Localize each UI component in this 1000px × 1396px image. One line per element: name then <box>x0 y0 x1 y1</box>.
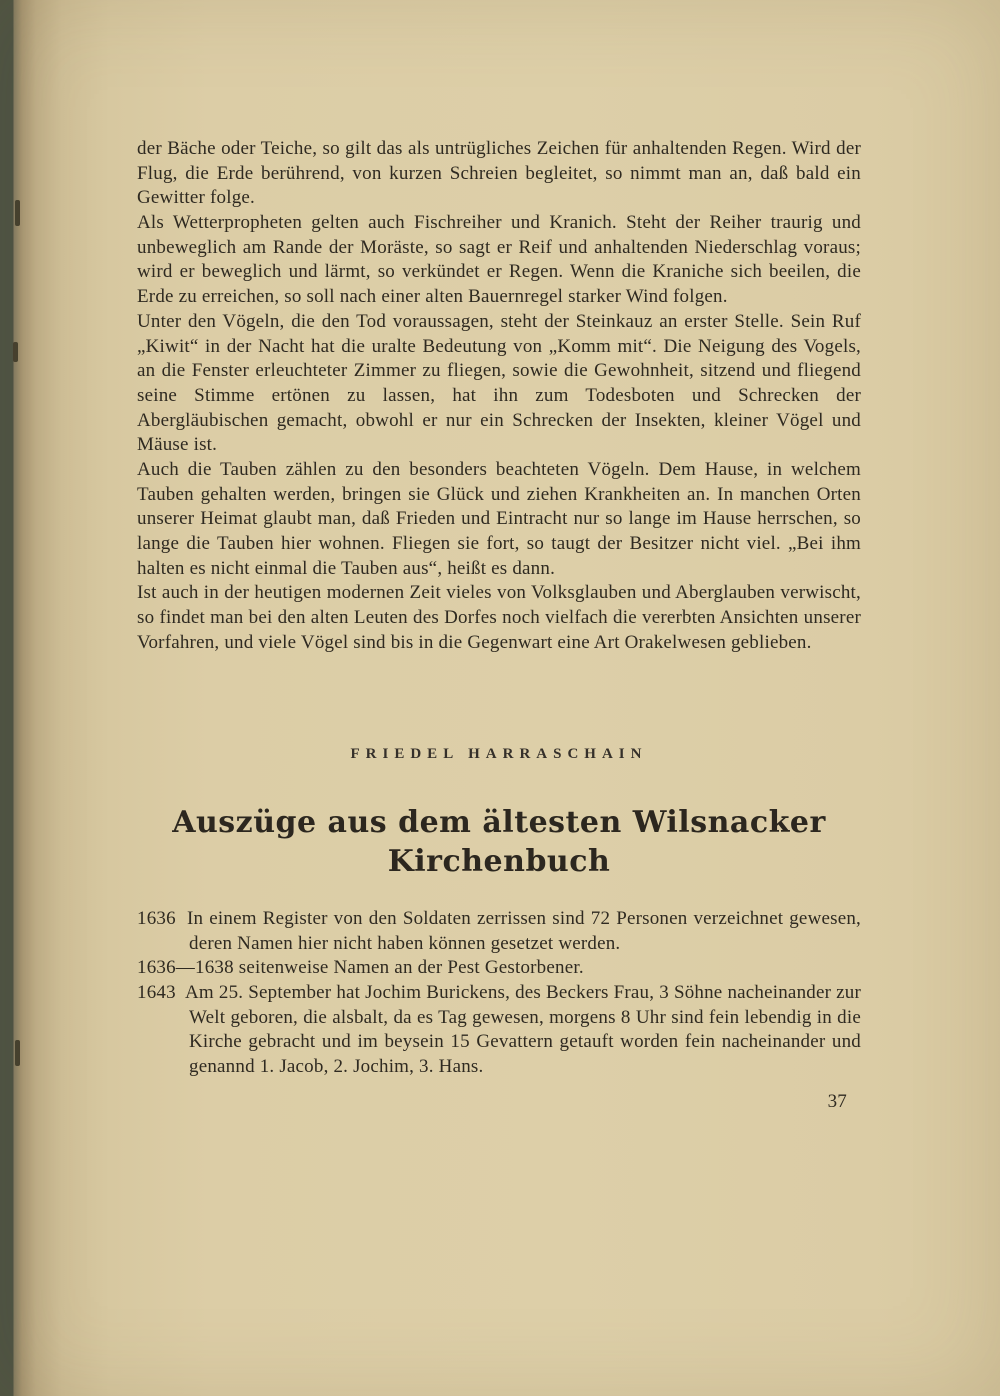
binding-mark <box>15 1040 20 1066</box>
entry-text: In einem Register von den Soldaten zerrissen sind 72 Personen verzeichnet gewesen, deren Namen hier nicht haben können gesetzet werden. <box>187 907 861 954</box>
paragraph: Auch die Tauben zählen zu den besonders beachteten Vögeln. Dem Hause, in welchem Tauben gehalten werden, bringen sie Glück und ziehen Krankheiten an. In manchen Orten unserer Heimat glaubt man, daß Frieden und Eintracht nur so lange im Hause herrschen, so lange die Tauben hier wohnen. Fliegen sie fort, so taugt der Besitzer nicht viel. „Bei ihm halten es nicht einmal die Tauben aus“, heißt es dann. <box>137 458 861 579</box>
register-entry <box>137 907 861 956</box>
entry-year: 1636—1638 <box>137 957 234 979</box>
paragraph: Ist auch in der heutigen modernen Zeit vieles von Volksglauben und Aberglauben verwischt, so findet man bei den alten Leuten des Dorfes noch vielfach die vererbten Ansichten unserer Vorfahren, und viele Vögel sind bis in die Gegenwart eine Art Orakelwesen geblieben. <box>137 582 861 653</box>
page-number: 37 <box>827 1090 847 1112</box>
church-register-entries <box>137 907 861 1080</box>
binding-mark <box>15 200 20 226</box>
binding-mark <box>13 342 18 362</box>
entry-text: seitenweise Namen an der Pest Gestorbener. <box>238 957 584 979</box>
register-entry <box>137 956 861 981</box>
register-entry <box>137 981 861 1080</box>
page-text-block <box>137 137 861 1114</box>
paragraph: Als Wetterpropheten gelten auch Fischreiher und Kranich. Steht der Reiher traurig und unbeweglich am Rande der Moräste, so sagt er Reif und anhaltenden Niederschlag voraus; wird er beweglich und lärmt, so verkündet er Regen. Wenn die Kraniche sich beeilen, die Erde zu erreichen, so soll nach einer alten Bauernregel starker Wind folgen. <box>137 212 861 308</box>
paragraph: der Bäche oder Teiche, so gilt das als untrügliches Zeichen für anhaltenden Regen. Wird der Flug, die Erde berührend, von kurzen Schreien begleitet, so nimmt man an, daß bald ein Gewitter folge. <box>137 138 861 209</box>
entry-year: 1636 <box>137 907 176 929</box>
entry-text: Am 25. September hat Jochim Burickens, des Beckers Frau, 3 Söhne nacheinander zur Welt geboren, die alsbalt, da es Tag gewesen, morgens 8 Uhr sind fein lebendig in die Kirche gebracht und im beysein 15 Gevattern getauft worden fein nacheinander und genannd 1. Jacob, 2. Jochim, 3. Hans. <box>184 982 862 1078</box>
article-title: Auszüge aus dem ältesten Wilsnacker Kirchenbuch <box>172 804 826 879</box>
paragraph: Unter den Vögeln, die den Tod voraussagen, steht der Steinkauz an erster Stelle. Sein Ruf „Kiwit“ in der Nacht hat die uralte Bedeutung von „Komm mit“. Die Neigung des Vogels, an die Fenster erleuchteter Zimmer zu fliegen, sowie die Gewohnheit, sitzend und fliegend seine Stimme ertönen zu lassen, hat ihn zum Todesboten und Schrecken der Abergläubischen gemacht, obwohl er nur ein Schrecken der Insekten, kleiner Vögel und Mäuse ist. <box>137 310 861 456</box>
author-byline: FRIEDEL HARRASCHAIN <box>350 746 648 763</box>
entry-year: 1643 <box>137 982 176 1003</box>
